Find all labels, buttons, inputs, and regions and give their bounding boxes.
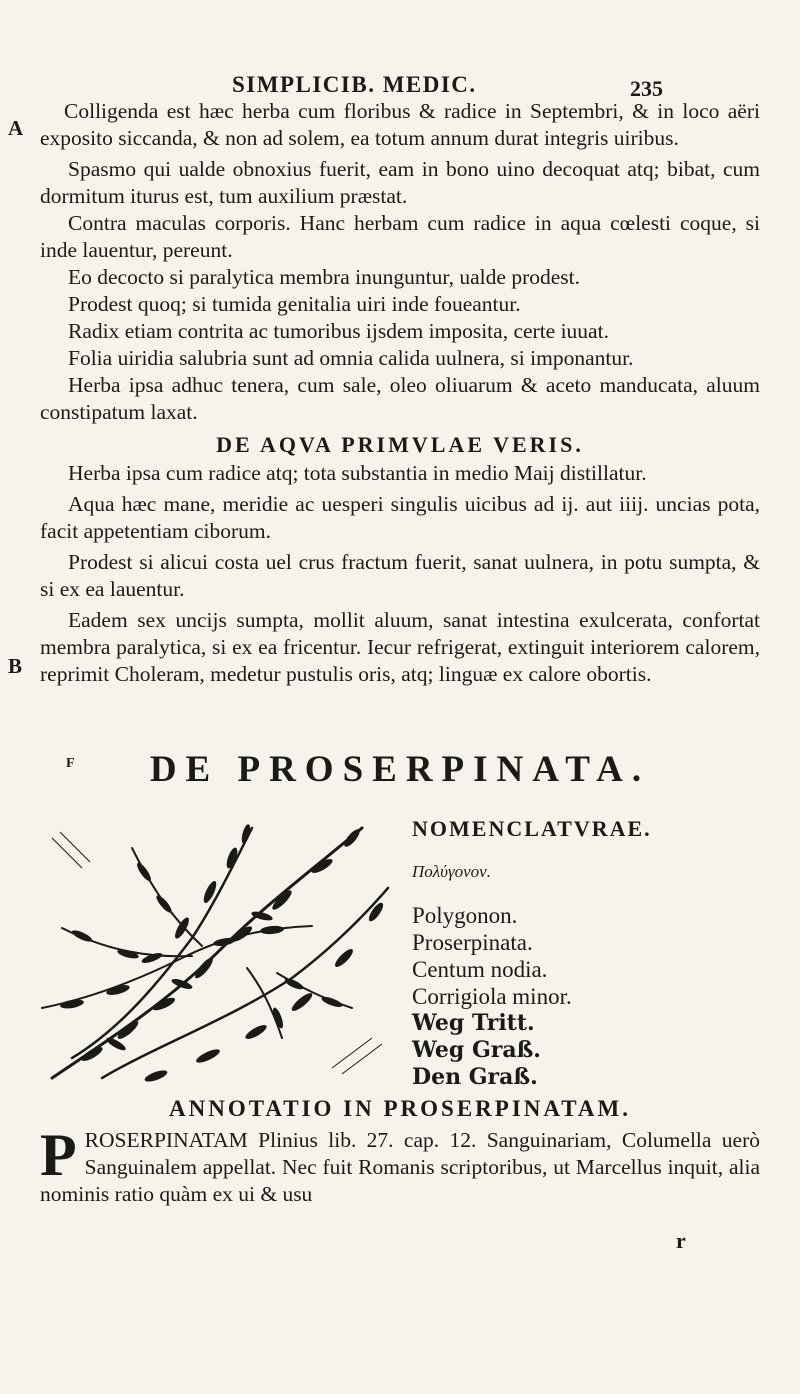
paragraph: Prodest si alicui costa uel crus fractum fuerit, sanat uulnera, in potu sumpta, & si ex ea lauentur.: [40, 550, 760, 601]
drop-cap: P: [40, 1122, 77, 1188]
section-title-text: DE PROSERPINATA.: [149, 749, 651, 790]
margin-letter-a: A: [8, 116, 24, 140]
paragraph: Eo decocto si paralytica membra inunguntur, ualde prodest.: [68, 265, 580, 289]
greek-name: Πολύγονον.: [412, 862, 491, 881]
plant-woodcut-illustration: [32, 808, 408, 1090]
german-plant-name: Weg Tritt.: [412, 1010, 535, 1036]
paragraph: Aqua hæc mane, meridie ac uesperi singulis uicibus ad ij. aut iiij. uncias pota, facit appetentiam ciborum.: [40, 492, 760, 543]
german-plant-name: Den Graß.: [412, 1064, 538, 1090]
plant-name: Proserpinata.: [412, 930, 533, 955]
nomenclature-panel: [412, 816, 772, 1091]
section-mark: F: [66, 756, 75, 771]
paragraph: Eadem sex uncijs sumpta, mollit aluum, sanat intestina exulcerata, confortat membra paralytica, si ex ea fricentur. Iecur refrigerat, extinguit interiorem calorem, reprimit Choleram, medetur pustulis oris, atq; linguæ ex calore obortis.: [40, 608, 760, 686]
paragraph: Contra maculas corporis. Hanc herbam cum radice in aqua cœlesti coque, si inde lauentur, pereunt.: [40, 211, 760, 262]
paragraph: Folia uiridia salubria sunt ad omnia calida uulnera, si imponantur.: [68, 346, 634, 370]
annotation-text: ROSERPINATAM Plinius lib. 27. cap. 12. Sanguinariam, Columella uerò Sanguinalem appellat. Nec fuit Romanis scriptoribus, ut Marcellus inquit, alia nominis ratio quàm ex ui & usu: [40, 1128, 760, 1206]
annotation-title: ANNOTATIO IN PROSERPINATAM.: [168, 1096, 631, 1121]
margin-letter-b: B: [8, 654, 23, 678]
paragraph: Prodest quoq; si tumida genitalia uiri inde foueantur.: [68, 292, 521, 316]
paragraph: Radix etiam contrita ac tumoribus ijsdem imposita, certe iuuat.: [68, 319, 609, 343]
main-text: [40, 98, 760, 688]
running-head: SIMPLICIB. MEDIC.: [232, 72, 477, 97]
plant-name: Centum nodia.: [412, 957, 548, 982]
page-header: [0, 66, 800, 100]
nomenclature-title: NOMENCLATVRAE.: [412, 816, 652, 841]
page-number: 235: [630, 76, 663, 101]
plant-name: Corrigiola minor.: [412, 984, 572, 1009]
paragraph: Spasmo qui ualde obnoxius fuerit, eam in bono uino decoquat atq; bibat, cum dormitum iturus est, tum auxilium præstat.: [40, 157, 760, 208]
plant-name: Polygonon.: [412, 903, 518, 928]
german-plant-name: Weg Graß.: [412, 1037, 541, 1063]
section-title: [0, 748, 800, 791]
paragraph: Herba ipsa adhuc tenera, cum sale, oleo oliuarum & aceto manducata, aluum constipatum laxat.: [40, 373, 760, 424]
paragraph: Colligenda est hæc herba cum floribus & radice in Septembri, & in loco aëri exposito siccanda, & non ad solem, ea totum annum durat integris uiribus.: [40, 99, 760, 150]
catchword: r: [676, 1228, 686, 1253]
paragraph: Herba ipsa cum radice atq; tota substantia in medio Maij distillatur.: [68, 461, 647, 485]
annotation-block: [40, 1122, 760, 1208]
subheading: DE AQVA PRIMVLAE VERIS.: [216, 432, 584, 457]
